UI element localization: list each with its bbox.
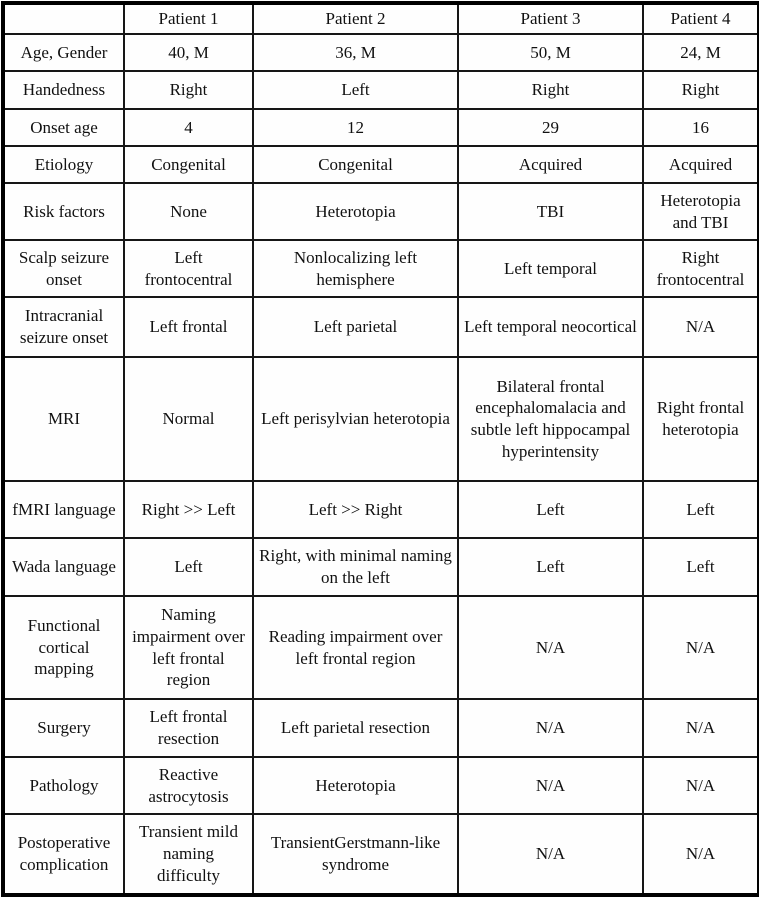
- table-cell: Right, with minimal naming on the left: [253, 538, 458, 596]
- table-cell: Bilateral frontal encephalomalacia and subtle left hippocampal hyperintensity: [458, 357, 643, 481]
- row-label: Intracranial seizure onset: [3, 297, 124, 357]
- table-cell: TBI: [458, 183, 643, 240]
- row-label: Pathology: [3, 757, 124, 814]
- table-row: [3, 814, 759, 895]
- table-row: [3, 757, 759, 814]
- table-cell: Left frontal: [124, 297, 253, 357]
- table-row: [3, 146, 759, 183]
- row-label: MRI: [3, 357, 124, 481]
- table-cell: Right frontocentral: [643, 240, 759, 297]
- patient-characteristics-table: [1, 1, 759, 897]
- row-label: Functional cortical mapping: [3, 596, 124, 699]
- row-label: fMRI language: [3, 481, 124, 538]
- table-cell: Heterotopia and TBI: [643, 183, 759, 240]
- table-cell: Left >> Right: [253, 481, 458, 538]
- table-cell: 36, M: [253, 34, 458, 71]
- table-row: [3, 596, 759, 699]
- table-cell: Acquired: [458, 146, 643, 183]
- row-label: Risk factors: [3, 183, 124, 240]
- table-cell: Left parietal resection: [253, 699, 458, 757]
- table-cell: Acquired: [643, 146, 759, 183]
- table-cell: Left: [253, 71, 458, 109]
- table-cell: 29: [458, 109, 643, 146]
- header-cell-patient3: Patient 3: [458, 3, 643, 34]
- table-cell: Congenital: [124, 146, 253, 183]
- row-label: Scalp seizure onset: [3, 240, 124, 297]
- table-cell: Left frontal resection: [124, 699, 253, 757]
- table-cell: Left perisylvian heterotopia: [253, 357, 458, 481]
- table-cell: Left: [643, 481, 759, 538]
- table-cell: Left: [643, 538, 759, 596]
- table-cell: Left: [458, 538, 643, 596]
- table-cell: Left frontocentral: [124, 240, 253, 297]
- header-cell-patient2: Patient 2: [253, 3, 458, 34]
- table-cell: Left temporal neocortical: [458, 297, 643, 357]
- table-cell: Right: [124, 71, 253, 109]
- table-cell: Naming impairment over left frontal region: [124, 596, 253, 699]
- row-label: Etiology: [3, 146, 124, 183]
- table-cell: N/A: [643, 699, 759, 757]
- table-cell: N/A: [643, 297, 759, 357]
- table-cell: 4: [124, 109, 253, 146]
- table-cell: Transient mild naming difficulty: [124, 814, 253, 895]
- table-cell: Heterotopia: [253, 757, 458, 814]
- table-cell: 16: [643, 109, 759, 146]
- table-row: [3, 183, 759, 240]
- table-row: [3, 699, 759, 757]
- table-cell: TransientGerstmann-like syndrome: [253, 814, 458, 895]
- table-row: [3, 240, 759, 297]
- table-cell: 24, M: [643, 34, 759, 71]
- table-cell: N/A: [458, 757, 643, 814]
- table-cell: 12: [253, 109, 458, 146]
- header-cell-patient4: Patient 4: [643, 3, 759, 34]
- table-cell: N/A: [643, 596, 759, 699]
- table-cell: Congenital: [253, 146, 458, 183]
- table-cell: Left parietal: [253, 297, 458, 357]
- header-cell-blank: [3, 3, 124, 34]
- table-cell: Normal: [124, 357, 253, 481]
- row-label: Postoperative complication: [3, 814, 124, 895]
- table-row: [3, 34, 759, 71]
- table-body: [3, 34, 759, 895]
- table-cell: N/A: [458, 814, 643, 895]
- table-cell: None: [124, 183, 253, 240]
- row-label: Surgery: [3, 699, 124, 757]
- table-cell: N/A: [458, 596, 643, 699]
- row-label: Handedness: [3, 71, 124, 109]
- table-cell: Right: [458, 71, 643, 109]
- table-cell: Nonlocalizing left hemisphere: [253, 240, 458, 297]
- table-row: [3, 357, 759, 481]
- table-cell: Right: [643, 71, 759, 109]
- row-label: Age, Gender: [3, 34, 124, 71]
- table-cell: Reactive astrocytosis: [124, 757, 253, 814]
- table-row: [3, 71, 759, 109]
- table-cell: Right >> Left: [124, 481, 253, 538]
- table-cell: Right frontal heterotopia: [643, 357, 759, 481]
- table-cell: 50, M: [458, 34, 643, 71]
- table-cell: N/A: [458, 699, 643, 757]
- row-label: Onset age: [3, 109, 124, 146]
- table-cell: N/A: [643, 757, 759, 814]
- header-cell-patient1: Patient 1: [124, 3, 253, 34]
- table-cell: 40, M: [124, 34, 253, 71]
- table-row: [3, 481, 759, 538]
- table-cell: Left: [458, 481, 643, 538]
- table-row: [3, 297, 759, 357]
- row-label: Wada language: [3, 538, 124, 596]
- table-cell: Left: [124, 538, 253, 596]
- table-cell: N/A: [643, 814, 759, 895]
- table-cell: Left temporal: [458, 240, 643, 297]
- table-row: [3, 538, 759, 596]
- header-row: [3, 3, 759, 34]
- table-row: [3, 109, 759, 146]
- table-cell: Heterotopia: [253, 183, 458, 240]
- table-cell: Reading impairment over left frontal region: [253, 596, 458, 699]
